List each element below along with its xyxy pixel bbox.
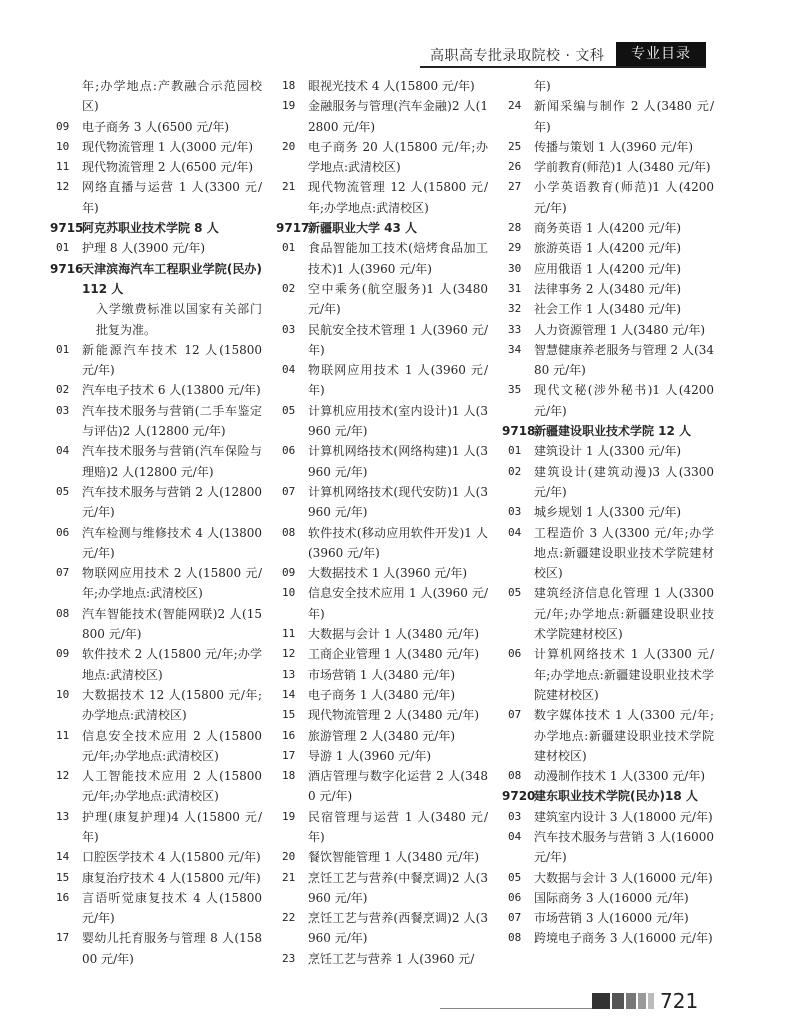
major-text: 应用俄语 1 人(4200 元/年) (534, 261, 682, 276)
major-text: 年) (534, 79, 551, 93)
major-entry (276, 847, 488, 867)
major-text: 新闻采编与制作 2 人(3480 元/年) (534, 99, 714, 134)
major-entry (50, 523, 262, 564)
major-text: 金融服务与管理(汽车金融)2 人(12800 元/年) (308, 99, 488, 134)
column-right (502, 76, 714, 949)
major-entry (276, 807, 488, 848)
major-text: 软件技术(移动应用软件开发)1 人(3960 元/年) (308, 525, 488, 560)
school-heading (276, 218, 488, 238)
major-text: 小学英语教育(师范)1 人(4200 元/年) (534, 180, 714, 215)
major-code: 18 (282, 79, 296, 92)
major-code: 26 (508, 160, 522, 174)
major-text: 婴幼儿托育服务与管理 8 人(15800 元/年) (82, 931, 262, 966)
major-text: 现代物流管理 12 人(15800 元/年;办学地点:武清校区) (308, 180, 488, 215)
major-entry (502, 807, 714, 827)
major-code: 34 (508, 342, 522, 356)
major-code: 19 (282, 809, 296, 823)
major-text: 烹饪工艺与营养(西餐烹调)2 人(3960 元/年) (308, 911, 488, 946)
major-entry (276, 908, 488, 949)
major-entry (502, 928, 714, 948)
major-entry (50, 238, 262, 258)
major-code: 09 (56, 119, 70, 133)
major-text: 电子商务 3 人(6500 元/年) (82, 119, 230, 134)
major-text: 现代物流管理 2 人(3480 元/年) (308, 708, 480, 723)
major-entry (276, 320, 488, 361)
major-code: 31 (508, 281, 522, 295)
major-text: 大数据与会计 3 人(16000 元/年) (534, 870, 713, 885)
major-text: 网络直播与运营 1 人(3300 元/年) (82, 180, 262, 215)
major-text: 空中乘务(航空服务)1 人(3480 元/年) (308, 281, 488, 317)
major-text: 计算机网络技术(现代安防)1 人(3960 元/年) (308, 484, 488, 520)
school-name: 新疆建设职业技术学院 12 人 (534, 424, 692, 439)
major-text: 传播与策划 1 人(3960 元/年) (534, 139, 694, 154)
major-code: 35 (508, 383, 522, 397)
major-code: 06 (508, 890, 522, 904)
major-code: 04 (282, 363, 296, 377)
major-code: 14 (56, 850, 70, 864)
major-code: 15 (282, 708, 296, 722)
major-text: 汽车技术服务与营销(汽车保险与理赔)2 人(12800 元/年) (82, 444, 262, 479)
major-code: 23 (282, 951, 296, 965)
major-entry (276, 238, 488, 279)
major-code: 33 (508, 322, 522, 336)
major-code: 12 (56, 769, 70, 783)
major-code: 24 (508, 99, 522, 113)
major-entry (50, 726, 262, 767)
major-code: 07 (508, 708, 522, 722)
major-text: 康复治疗技术 4 人(15800 元/年) (82, 870, 261, 885)
major-text: 法律事务 2 人(3480 元/年) (534, 281, 682, 296)
major-entry (502, 238, 714, 258)
major-entry (276, 76, 488, 96)
major-text: 现代物流管理 2 人(6500 元/年) (82, 160, 254, 175)
major-code: 02 (282, 281, 296, 295)
major-entry (502, 462, 714, 503)
major-code: 01 (508, 444, 522, 458)
column-middle (276, 76, 488, 969)
major-text: 电子商务 20 人(15800 元/年;办学地点:武清校区) (308, 139, 488, 175)
major-code: 20 (282, 850, 296, 864)
major-code: 07 (508, 911, 522, 925)
major-code: 01 (56, 241, 70, 255)
major-entry (50, 868, 262, 888)
school-code: 9715 (50, 221, 84, 236)
major-entry (502, 502, 714, 522)
major-entry (502, 888, 714, 908)
major-entry (502, 177, 714, 218)
major-code: 11 (282, 627, 296, 641)
running-header-title: 高职高专批录取院校 · 文科 (430, 48, 605, 64)
major-code: 03 (56, 403, 70, 417)
major-code: 10 (282, 586, 296, 600)
major-entry (276, 482, 488, 523)
major-entry (502, 96, 714, 137)
major-code: 14 (282, 687, 296, 701)
major-code: 02 (508, 464, 522, 478)
major-entry (276, 583, 488, 624)
major-code: 09 (56, 647, 70, 661)
major-text: 建筑设计(建筑动漫)3 人(3300 元/年) (534, 464, 714, 499)
major-entry (50, 137, 262, 157)
footer-decoration-bars (592, 993, 654, 1009)
major-code: 30 (508, 261, 522, 275)
major-text: 现代物流管理 1 人(3000 元/年) (82, 139, 254, 154)
major-text: 人力资源管理 1 人(3480 元/年) (534, 322, 706, 337)
major-text: 数字媒体技术 1 人(3300 元/年;办学地点:新疆建设职业技术学院建材校区) (534, 708, 714, 763)
major-text: 现代文秘(涉外秘书)1 人(4200 元/年) (534, 383, 714, 418)
major-text: 食品智能加工技术(焙烤食品加工技术)1 人(3960 元/年) (308, 241, 488, 276)
major-entry (502, 299, 714, 319)
major-text: 口腔医学技术 4 人(15800 元/年) (82, 850, 261, 865)
major-code: 03 (282, 322, 296, 336)
major-text: 商务英语 1 人(4200 元/年) (534, 221, 682, 236)
major-code: 32 (508, 302, 522, 316)
major-code: 20 (282, 139, 296, 153)
major-entry (276, 177, 488, 218)
school-name: 天津滨海汽车工程职业学院(民办)112 人 (82, 261, 262, 296)
school-heading (502, 786, 714, 806)
major-entry (50, 847, 262, 867)
school-name: 阿克苏职业技术学院 8 人 (82, 221, 219, 236)
major-code: 28 (508, 221, 522, 235)
major-code: 03 (508, 505, 522, 519)
major-text: 软件技术 2 人(15800 元/年;办学地点:武清校区) (82, 647, 262, 682)
school-heading (50, 218, 262, 238)
major-code: 08 (56, 606, 70, 620)
major-text: 大数据技术 12 人(15800 元/年;办学地点:武清校区) (82, 687, 262, 723)
major-code: 21 (282, 180, 296, 194)
major-code: 06 (56, 525, 70, 539)
major-entry (502, 218, 714, 238)
major-code: 10 (56, 139, 70, 153)
major-entry (50, 482, 262, 523)
major-text: 物联网应用技术 2 人(15800 元/年;办学地点:武清校区) (82, 566, 262, 601)
major-entry (50, 888, 262, 929)
major-code: 04 (508, 829, 522, 843)
major-text: 入学缴费标准以国家有关部门批复为准。 (96, 302, 262, 337)
major-entry (502, 259, 714, 279)
major-text: 物联网应用技术 1 人(3960 元/年) (308, 363, 488, 398)
major-entry (50, 117, 262, 137)
major-code: 10 (56, 687, 70, 701)
major-text: 汽车技术服务与营销(二手车鉴定与评估)2 人(12800 元/年) (82, 403, 262, 439)
major-code: 04 (508, 525, 522, 539)
major-text: 大数据技术 1 人(3960 元/年) (308, 566, 468, 581)
major-code: 22 (282, 911, 296, 925)
major-text: 建筑设计 1 人(3300 元/年) (534, 444, 682, 459)
major-entry (502, 157, 714, 177)
major-code: 25 (508, 139, 522, 153)
major-code: 05 (508, 870, 522, 884)
major-entry (502, 380, 714, 421)
major-entry (50, 807, 262, 848)
major-text: 餐饮智能管理 1 人(3480 元/年) (308, 850, 480, 865)
major-code: 01 (56, 342, 70, 356)
major-entry (276, 949, 488, 969)
major-entry (502, 827, 714, 868)
major-entry (276, 766, 488, 807)
major-entry (502, 523, 714, 584)
major-entry (502, 705, 714, 766)
major-text: 建筑室内设计 3 人(18000 元/年) (534, 809, 713, 824)
major-text: 民宿管理与运营 1 人(3480 元/年) (308, 809, 488, 844)
major-text: 眼视光技术 4 人(15800 元/年) (308, 79, 475, 93)
major-entry (50, 76, 262, 117)
fee-note (50, 299, 262, 340)
major-text: 汽车智能技术(智能网联)2 人(15800 元/年) (82, 606, 262, 642)
major-entry (276, 644, 488, 664)
school-code: 9717 (276, 221, 310, 236)
major-code: 02 (56, 383, 70, 397)
major-code: 08 (282, 525, 296, 539)
major-code: 17 (56, 931, 70, 945)
major-entry (502, 766, 714, 786)
major-entry (502, 441, 714, 461)
major-text: 酒店管理与数字化运营 2 人(3480 元/年) (308, 769, 488, 804)
major-code: 01 (282, 241, 296, 255)
major-text: 信息安全技术应用 2 人(15800 元/年;办学地点:武清校区) (82, 728, 262, 763)
major-text: 国际商务 3 人(16000 元/年) (534, 890, 689, 905)
major-text: 市场营销 1 人(3480 元/年) (308, 667, 456, 682)
major-entry (50, 340, 262, 381)
major-text: 烹饪工艺与营养(中餐烹调)2 人(3960 元/年) (308, 870, 488, 905)
major-entry (50, 177, 262, 218)
major-entry (502, 908, 714, 928)
major-entry (276, 441, 488, 482)
school-name: 建东职业技术学院(民办)18 人 (534, 789, 698, 804)
major-entry (502, 583, 714, 644)
major-code: 13 (282, 667, 296, 681)
major-entry (276, 726, 488, 746)
page-number: 721 (660, 989, 699, 1013)
school-code: 9718 (502, 424, 536, 439)
major-text: 计算机应用技术(室内设计)1 人(3960 元/年) (308, 403, 488, 439)
major-entry (50, 604, 262, 645)
school-code: 9720 (502, 789, 536, 804)
major-code: 05 (282, 403, 296, 417)
major-code: 12 (56, 180, 70, 194)
major-text: 城乡规划 1 人(3300 元/年) (534, 505, 682, 520)
major-text: 工程造价 3 人(3300 元/年;办学地点:新疆建设职业技术学院建材校区) (534, 525, 714, 581)
major-code: 08 (508, 769, 522, 783)
major-entry (276, 279, 488, 320)
major-text: 护理 8 人(3900 元/年) (82, 241, 206, 256)
major-code: 03 (508, 809, 522, 823)
major-text: 旅游管理 2 人(3480 元/年) (308, 728, 456, 743)
column-left (50, 76, 262, 969)
major-code: 27 (508, 180, 522, 194)
major-code: 19 (282, 99, 296, 113)
section-tag: 专业目录 (616, 42, 706, 66)
major-code: 05 (508, 586, 522, 600)
major-text: 社会工作 1 人(3480 元/年) (534, 302, 682, 317)
major-entry (50, 401, 262, 442)
major-text: 年;办学地点:产教融合示范园校区) (82, 79, 262, 114)
major-text: 电子商务 1 人(3480 元/年) (308, 687, 456, 702)
major-entry (276, 401, 488, 442)
major-entry (276, 563, 488, 583)
major-entry (276, 665, 488, 685)
major-entry (502, 137, 714, 157)
major-code: 07 (282, 484, 296, 498)
major-code: 08 (508, 931, 522, 945)
major-entry (50, 766, 262, 807)
major-code: 29 (508, 241, 522, 255)
major-entry (276, 868, 488, 909)
major-text: 汽车电子技术 6 人(13800 元/年) (82, 383, 261, 398)
major-code: 13 (56, 809, 70, 823)
major-text: 市场营销 3 人(16000 元/年) (534, 911, 689, 926)
major-text: 建筑经济信息化管理 1 人(3300 元/年;办学地点:新疆建设职业技术学院建材校区) (534, 586, 714, 642)
major-text: 言语听觉康复技术 4 人(15800 元/年) (82, 890, 262, 926)
major-entry (50, 441, 262, 482)
school-heading (50, 259, 262, 300)
major-code: 15 (56, 870, 70, 884)
major-code: 21 (282, 870, 296, 884)
major-entry (276, 624, 488, 644)
major-entry (50, 928, 262, 969)
major-code: 11 (56, 160, 70, 174)
major-text: 学前教育(师范)1 人(3480 元/年) (534, 160, 711, 175)
major-text: 烹饪工艺与营养 1 人(3960 元/ (308, 951, 475, 966)
major-text: 导游 1 人(3960 元/年) (308, 748, 432, 763)
major-code: 05 (56, 484, 70, 498)
major-code: 16 (56, 890, 70, 904)
major-text: 跨境电子商务 3 人(16000 元/年) (534, 931, 713, 946)
footer-rule (440, 1008, 600, 1009)
major-text: 新能源汽车技术 12 人(15800 元/年) (82, 342, 262, 378)
major-code: 09 (282, 566, 296, 580)
major-text: 护理(康复护理)4 人(15800 元/年) (82, 809, 262, 844)
major-text: 动漫制作技术 1 人(3300 元/年) (534, 769, 706, 784)
major-code: 12 (282, 647, 296, 661)
major-entry (276, 96, 488, 137)
major-code: 11 (56, 728, 70, 742)
major-text: 汽车技术服务与营销 3 人(16000 元/年) (534, 829, 714, 865)
major-entry (502, 644, 714, 705)
major-entry (276, 360, 488, 401)
major-entry (502, 320, 714, 340)
major-text: 大数据与会计 1 人(3480 元/年) (308, 627, 480, 642)
major-code: 18 (282, 769, 296, 783)
major-entry (50, 563, 262, 604)
major-text: 工商企业管理 1 人(3480 元/年) (308, 647, 480, 662)
major-code: 06 (282, 444, 296, 458)
major-code: 16 (282, 728, 296, 742)
major-entry (502, 279, 714, 299)
major-code: 17 (282, 748, 296, 762)
school-code: 9716 (50, 261, 84, 276)
major-entry (50, 644, 262, 685)
major-entry (502, 868, 714, 888)
major-text: 计算机网络技术(网络构建)1 人(3960 元/年) (308, 444, 488, 479)
header-rule (420, 66, 706, 68)
major-entry (50, 380, 262, 400)
major-text: 旅游英语 1 人(4200 元/年) (534, 241, 682, 256)
major-text: 汽车检测与维修技术 4 人(13800 元/年) (82, 525, 262, 560)
major-entry (276, 137, 488, 178)
school-heading (502, 421, 714, 441)
major-text: 信息安全技术应用 1 人(3960 元/年) (308, 586, 488, 621)
major-entry (502, 76, 714, 96)
major-entry (502, 340, 714, 381)
major-text: 人工智能技术应用 2 人(15800 元/年;办学地点:武清校区) (82, 769, 262, 804)
major-code: 06 (508, 647, 522, 661)
major-entry (276, 746, 488, 766)
major-entry (50, 685, 262, 726)
major-text: 汽车技术服务与营销 2 人(12800 元/年) (82, 484, 262, 520)
major-code: 04 (56, 444, 70, 458)
school-name: 新疆职业大学 43 人 (308, 221, 418, 236)
major-entry (276, 523, 488, 564)
major-text: 民航安全技术管理 1 人(3960 元/年) (308, 322, 488, 357)
major-entry (276, 685, 488, 705)
major-text: 计算机网络技术 1 人(3300 元/年;办学地点:新疆建设职业技术学院建材校区) (534, 647, 714, 702)
major-text: 智慧健康养老服务与管理 2 人(3480 元/年) (534, 342, 714, 378)
major-code: 07 (56, 566, 70, 580)
major-entry (276, 705, 488, 725)
major-entry (50, 157, 262, 177)
